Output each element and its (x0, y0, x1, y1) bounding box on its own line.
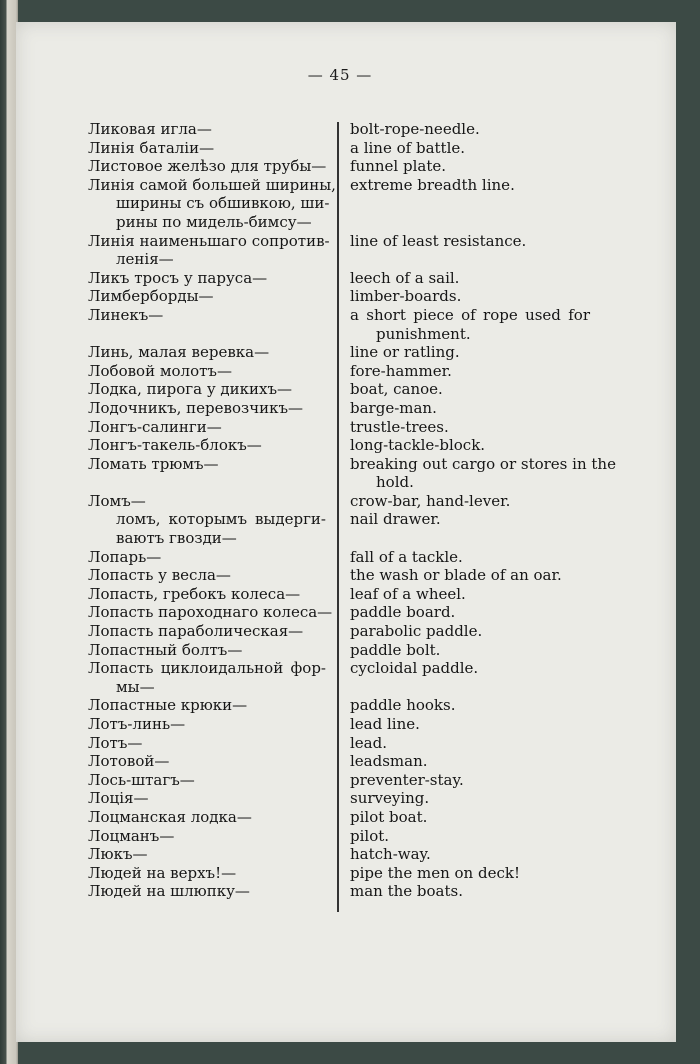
entry-en (350, 659, 590, 678)
entry-en (350, 362, 590, 381)
ru-line: ломъ, которымъ выдерги- (116, 510, 326, 529)
entry-en (350, 454, 616, 492)
entry-ru (88, 864, 326, 883)
ru-line: Лонгъ-салинги— (88, 417, 222, 436)
entry-en (350, 380, 590, 399)
en-line: pilot. (350, 826, 390, 845)
ru-line: Лопасть у весла— (88, 566, 231, 585)
entry-ru (88, 752, 326, 771)
entry-ru (88, 659, 326, 696)
ru-line: Лоція— (88, 789, 149, 808)
entry-en (350, 287, 590, 306)
ru-line: Ломъ— (88, 491, 146, 510)
en-line: breaking out cargo or stores in the (350, 454, 616, 473)
en-line: line or ratling. (350, 343, 460, 362)
column-divider (337, 122, 339, 912)
ru-line: Листовое желѣзо для трубы— (88, 157, 327, 176)
ru-line: мы— (116, 677, 155, 696)
entry-ru (88, 827, 326, 846)
en-line: nail drawer. (350, 510, 441, 529)
entry-ru (88, 548, 326, 567)
en-line: line of least resistance. (350, 231, 527, 250)
ru-line: Лопасть параболическая— (88, 622, 304, 641)
en-line: a line of battle. (350, 138, 466, 157)
en-line: a short piece of rope used for (350, 305, 590, 324)
entry-ru (88, 715, 326, 734)
entry-en (350, 715, 590, 734)
ru-line: Лопастные крюки— (88, 696, 248, 715)
russian-column (88, 120, 336, 901)
en-line: cycloidal paddle. (350, 659, 479, 678)
entry-ru (88, 380, 326, 399)
en-line: crow-bar, hand-lever. (350, 491, 511, 510)
entry-en (350, 492, 590, 511)
entry-en (350, 622, 590, 641)
english-column (350, 120, 616, 901)
entry-en (350, 343, 590, 362)
entry-ru (88, 882, 326, 901)
ru-line: Лотовой— (88, 752, 170, 771)
entry-ru (88, 436, 326, 455)
en-line: hold. (376, 473, 414, 492)
en-line: leaf of a wheel. (350, 584, 466, 603)
ru-line: Линь, малая веревка— (88, 343, 270, 362)
en-line: man the boats. (350, 882, 463, 901)
entry-ru (88, 120, 326, 139)
entry-en (350, 120, 590, 139)
entry-en (350, 306, 590, 343)
entry-ru (88, 157, 326, 176)
en-line: punishment. (376, 324, 471, 343)
en-line: hatch-way. (350, 845, 431, 864)
entry-en (350, 139, 590, 158)
entry-ru (88, 231, 330, 269)
en-line: leadsman. (350, 752, 428, 771)
ru-line: Людей на верхъ!— (88, 863, 237, 882)
entry-ru (88, 455, 326, 474)
entry-ru (88, 287, 326, 306)
en-line: pilot boat. (350, 807, 428, 826)
en-line: parabolic paddle. (350, 622, 483, 641)
ru-line: Линія наименьшаго сопротив- (88, 231, 330, 250)
entry-ru (88, 789, 326, 808)
entry-ru (88, 622, 326, 641)
page-number: — 45 — (307, 66, 373, 84)
en-line: leech of a sail. (350, 268, 460, 287)
ru-line: Лонгъ-такель-блокъ— (88, 436, 262, 455)
en-line: fore-hammer. (350, 361, 452, 380)
ru-line: Ломать трюмъ— (88, 454, 219, 473)
en-line: barge-man. (350, 398, 437, 417)
entry-ru (88, 492, 326, 511)
entry-en (350, 157, 590, 176)
en-line: lead line. (350, 715, 420, 733)
ru-line: Линія баталіи— (88, 138, 215, 157)
ru-line: Ликовая игла— (88, 120, 212, 138)
ru-line: Лопасть, гребокъ колеса— (88, 584, 301, 603)
entry-ru (88, 845, 326, 864)
ru-line: Лопасть пароходнаго колеса— (88, 603, 333, 622)
entry-en (350, 771, 590, 790)
en-line: paddle board. (350, 603, 456, 622)
ru-line: Лодочникъ, перевозчикъ— (88, 398, 304, 417)
entry-en (350, 603, 590, 622)
ru-line: Лимберборды— (88, 287, 214, 306)
entry-en (350, 827, 590, 846)
entry-en (350, 845, 590, 864)
ru-line: Линія самой большей ширины, (88, 175, 336, 194)
entry-en (350, 882, 590, 901)
entry-ru (88, 306, 326, 325)
entry-ru (88, 362, 326, 381)
en-line: paddle hooks. (350, 696, 456, 715)
entry-en (350, 752, 590, 771)
ru-line: Лось-штагъ— (88, 770, 195, 789)
entry-en (350, 232, 590, 251)
en-line: long-tackle-block. (350, 436, 486, 455)
entry-en (350, 585, 590, 604)
ru-line: Лотъ— (88, 733, 143, 752)
entry-en (350, 399, 590, 418)
ru-line: рины по мидель-бимсу— (116, 212, 312, 231)
ru-line: ваютъ гвозди— (116, 529, 237, 548)
ru-line: Лодка, пирога у дикихъ— (88, 380, 293, 399)
entry-en (350, 641, 590, 660)
entry-ru (88, 175, 336, 232)
ru-line: Лопарь— (88, 547, 162, 566)
en-line: extreme breadth line. (350, 175, 515, 194)
entry-en (350, 696, 590, 715)
en-line: paddle bolt. (350, 640, 441, 659)
en-line: bolt-rope-needle. (350, 120, 480, 138)
entry-en (350, 269, 590, 288)
entry-en (350, 864, 590, 883)
entry-ru (88, 585, 326, 604)
entry-ru (88, 808, 326, 827)
entry-ru (88, 399, 326, 418)
en-line: surveying. (350, 789, 430, 808)
entry-ru (88, 139, 326, 158)
en-line: lead. (350, 733, 387, 752)
ru-line: Людей на шлюпку— (88, 882, 250, 901)
en-line: pipe the men on deck! (350, 863, 520, 882)
ru-line: Ликъ тросъ у паруса— (88, 268, 268, 287)
entry-ru (88, 343, 326, 362)
ru-line: Линекъ— (88, 305, 164, 324)
entry-ru (88, 566, 326, 585)
entry-ru (88, 771, 326, 790)
entry-en (350, 436, 590, 455)
ru-line: Лопасть циклоидальной фор- (88, 659, 326, 678)
en-line: funnel plate. (350, 157, 446, 176)
ru-line: Лоцманская лодка— (88, 807, 252, 826)
entry-en (350, 510, 590, 529)
ru-line: Лобовой молотъ— (88, 361, 232, 380)
entry-en (350, 734, 590, 753)
entry-ru (88, 418, 326, 437)
entry-ru (88, 641, 326, 660)
ru-line: ширины съ обшивкою, ши- (116, 194, 330, 213)
entry-en (350, 548, 590, 567)
en-line: the wash or blade of an oar. (350, 566, 562, 585)
entry-en (350, 418, 590, 437)
entry-ru (88, 603, 333, 622)
entry-en (350, 789, 590, 808)
ru-line: ленія— (116, 250, 174, 269)
entry-en (350, 176, 590, 195)
ru-line: Люкъ— (88, 845, 148, 864)
entry-en (350, 808, 590, 827)
entry-en (350, 566, 590, 585)
entry-ru (88, 696, 326, 715)
en-line: boat, canoe. (350, 380, 443, 399)
ru-line: Лоцманъ— (88, 826, 175, 845)
entry-ru (88, 510, 326, 547)
en-line: fall of a tackle. (350, 547, 463, 566)
en-line: preventer-stay. (350, 770, 464, 789)
en-line: limber-boards. (350, 287, 462, 306)
ru-line: Лотъ-линь— (88, 715, 186, 733)
en-line: trustle-trees. (350, 417, 449, 436)
entry-ru (88, 734, 326, 753)
entry-ru (88, 269, 326, 288)
ru-line: Лопастный болтъ— (88, 640, 243, 659)
